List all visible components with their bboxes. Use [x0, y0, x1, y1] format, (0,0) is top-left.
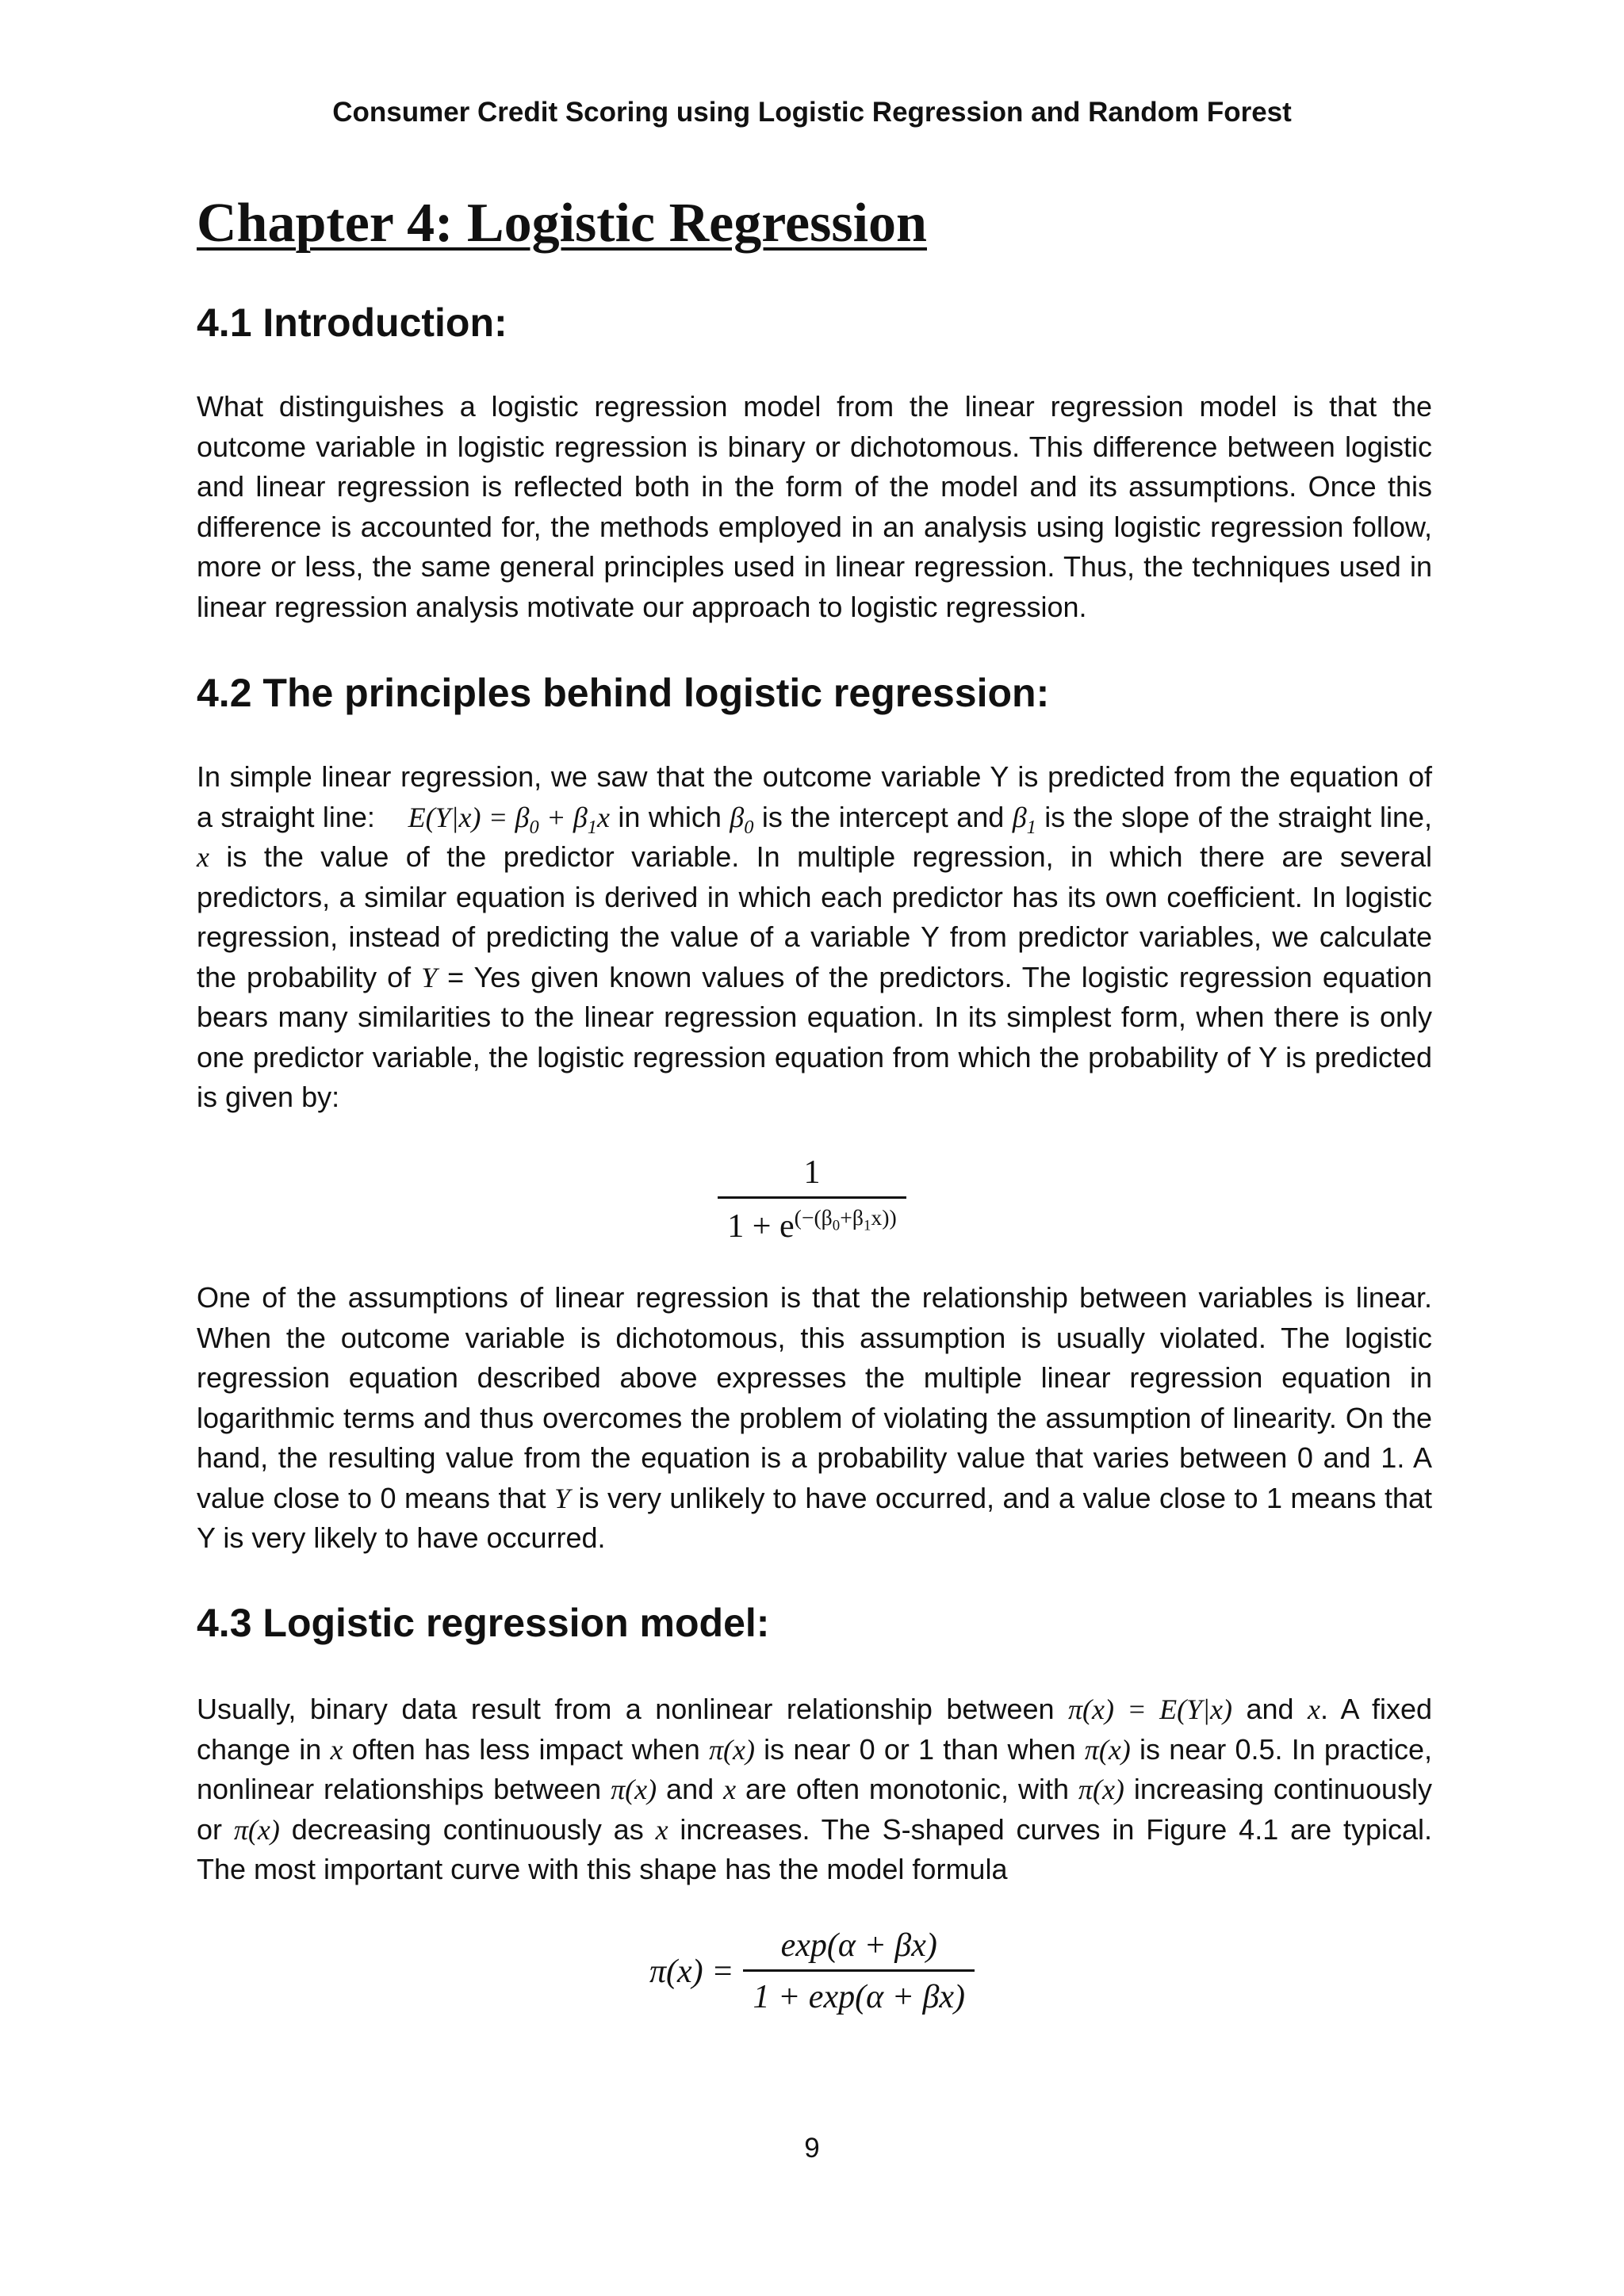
model-formula — [0, 1927, 1624, 2016]
section-heading-model: 4.3 Logistic regression model: — [197, 1601, 770, 1645]
logistic-equation-numerator: 1 — [803, 1154, 821, 1191]
section-heading-principles: 4.2 The principles behind logistic regression: — [197, 671, 1050, 715]
model-formula-denominator: 1 + exp(α + βx) — [743, 1969, 975, 2016]
principles-paragraph-1: In simple linear regression, we saw that the outcome variable Y is predicted from the equation of a straight line: $E(Y|x) = \beta_0 + \beta_1x$ in which $\beta_0$ is the intercept and $\beta_1$ is the slope of the straight line, x is the value of the predictor variable. In multiple regression, in which there are several predictors, a similar equation is derived in which each predictor has its own coefficient. In logistic regression, instead of predicting the value of a variable Y from predictor variables, we calculate the probability of Y = Yes given known values of the predictors. The logistic regression equation bears many similarities to the linear regression equation. In its simplest form, when there is only one predictor variable, the logistic regression equation from which the probability of Y is predicted is given by: — [197, 760, 1433, 1113]
model-formula-lhs: π(x) = — [649, 1953, 734, 1990]
model-paragraph: Usually, binary data result from a nonlinear relationship between π(x) = E(Y|x) and x. A fixed change in x often has less impact when π(x) is near 0 or 1 than when π(x) is near 0.5. In practice, nonlinear relationships between π(x) and x are often monotonic, with π(x) increasing continuously or π(x) decreasing continuously as x increases. The S-shaped curves in Figure 4.1 are typical. The most important curve with this shape has the model formula — [197, 1693, 1433, 1885]
linear-equation: $E(Y|x) = \beta_0 + \beta_1x$ — [408, 801, 610, 838]
introduction-paragraph: What distinguishes a logistic regression model from the linear regression model is that the outcome variable in logistic regression is binary or dichotomous. This difference between logistic and linear regression is reflected both in the form of the model and its assumptions. Once this difference is accounted for, the methods employed in an analysis using logistic regression follow, more or less, the same general principles used in linear regression. Thus, the techniques used in linear regression analysis motivate our approach to logistic regression. — [197, 390, 1432, 623]
model-formula-numerator: exp(α + βx) — [780, 1927, 937, 1964]
running-header: Consumer Credit Scoring using Logistic Regression and Random Forest — [332, 97, 1292, 128]
logistic-equation — [0, 1154, 1624, 1246]
logistic-equation-denominator: $1 + e^{(-(\beta_0+\beta_1x))}$ — [718, 1196, 906, 1246]
section-heading-introduction: 4.1 Introduction: — [197, 300, 508, 345]
chapter-title: Chapter 4: Logistic Regression — [197, 193, 927, 254]
principles-paragraph-2: One of the assumptions of linear regression is that the relationship between variables is linear. When the outcome variable is dichotomous, this assumption is usually violated. The logistic regression equation described above expresses the multiple linear regression equation in logarithmic terms and thus overcomes the problem of violating the assumption of linearity. On the hand, the resulting value from the equation is a probability value that varies between 0 and 1. A value close to 0 means that Y is very unlikely to have occurred, and a value close to 1 means that Y is very likely to have occurred. — [197, 1281, 1432, 1554]
page-number: 9 — [804, 2133, 820, 2164]
